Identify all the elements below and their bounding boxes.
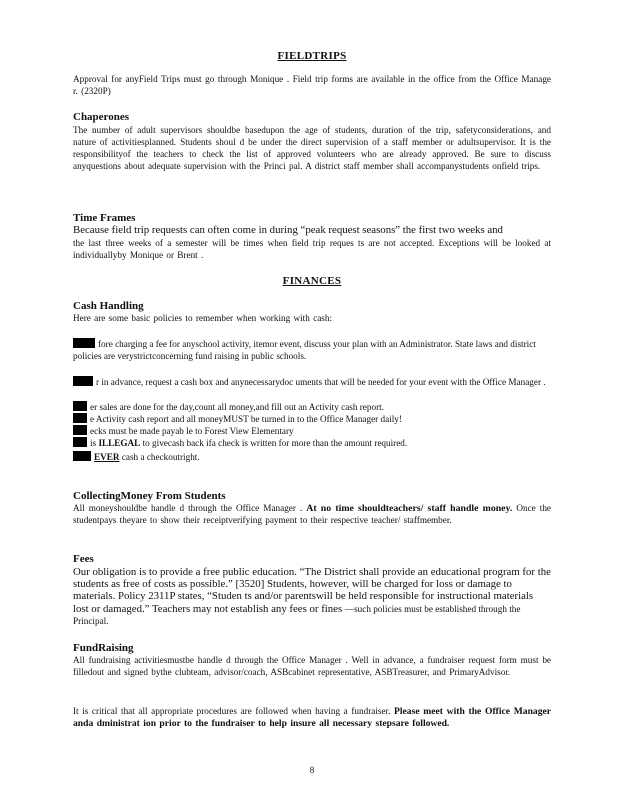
approval-paragraph: Approval for anyField Trips must go through Monique . Field trip forms are available in the office from the Office Manage r. (2320P) [73, 74, 551, 96]
collecting-money-paragraph: All moneyshouldbe handle d through the Office Manager . At no time shouldteachers/ staff handle money. Once the studentpays theyare to show their receiptverifying payment to their respective teacher/ staffmember. [73, 503, 552, 525]
fees-heading: Fees [73, 553, 94, 565]
cash-policy-item: r in advance, request a cash box and anynecessarydoc uments that will be needed for your event with the Office Manager . [73, 376, 551, 389]
redaction-block [73, 413, 87, 423]
redaction-block [73, 437, 87, 447]
collecting-money-heading: CollectingMoney From Students [73, 490, 226, 502]
cash-policy-item: e Activity cash report and all moneyMUST be turned in to the Office Manager daily! [73, 413, 551, 426]
redaction-block [73, 425, 87, 435]
redaction-block [73, 338, 95, 348]
chaperones-heading: Chaperones [73, 111, 130, 123]
critical-paragraph: It is critical that all appropriate procedures are followed when having a fundraiser. Please meet with the Office Manager anda dministrat ion prior to the fundraiser to help insure all necessary stepsare followed. [73, 706, 552, 729]
time-frames-paragraph: the last three weeks of a semester will be times when field trip reques ts are not accepted. Exceptions will be looked at individuallyby Monique or Brent . [73, 238, 551, 260]
section-title-field-trips: FIELDTRIPS [277, 50, 347, 62]
cash-policy-item: is ILLEGAL to givecash back ifa check is written for more than the amount required. [73, 437, 551, 450]
document-page [73, 0, 551, 800]
section-title-finances: FINANCES [282, 275, 342, 287]
chaperones-paragraph: The number of adult supervisors shouldbe basedupon the age of students, duration of the trip, safetyconsiderations, and nature of activitiesplanned. Students shoul d be under the direct supervision of a staff member or adultsupervisor. It is the responsibilityof the teachers to check the list of approved volunteers who are already approved. Be sure to discuss anyquestions about adequate supervision with the Princi pal. A district staff member shall accompanystudents onfield trips. [73, 125, 551, 171]
fees-paragraph: Our obligation is to provide a free public education. “The District shall provide an educational program for the students as free of costs as possible.” [3520] Students, however, will be charged for loss or damage to materials. Policy 2311P states, “Studen ts and/or parentswill be held responsible for instructional materials lost or damaged.” Teachers may not establish any fees or fines —such policies must be established through the Principal. [73, 566, 551, 626]
fundraising-paragraph: All fundraising activitiesmustbe handle d through the Office Manager . Well in advance, a fundraiser request form must be filledout and signed bythe clubteam, advisor/coach, ASBcabinet representative, ASBTreasurer, and PrimaryAdvisor. [73, 655, 551, 677]
cash-handling-intro: Here are some basic policies to remember when working with cash: [73, 313, 333, 323]
fundraising-heading: FundRaising [73, 642, 134, 654]
redaction-block [73, 401, 87, 411]
cash-handling-heading: Cash Handling [73, 300, 144, 312]
cash-policy-item: er sales are done for the day,count all money,and fill out an Activity cash report. [73, 401, 551, 414]
time-frames-heading: Time Frames [73, 212, 136, 224]
redaction-block [73, 376, 93, 386]
cash-policy-item: fore charging a fee for anyschool activity, itemor event, discuss your plan with an Administrator. State laws and district policies are verystrictconcerning fund raising in public schools. [73, 339, 536, 361]
cash-policy-item: EVER cash a checkoutright. [73, 451, 551, 464]
redaction-block [73, 451, 91, 461]
time-frames-line: Because field trip requests can often come in during “peak request seasons” the first two weeks and [73, 224, 503, 236]
page-number: 8 [309, 765, 315, 775]
cash-policy-item: ecks must be made payab le to Forest View Elementary [73, 425, 551, 438]
